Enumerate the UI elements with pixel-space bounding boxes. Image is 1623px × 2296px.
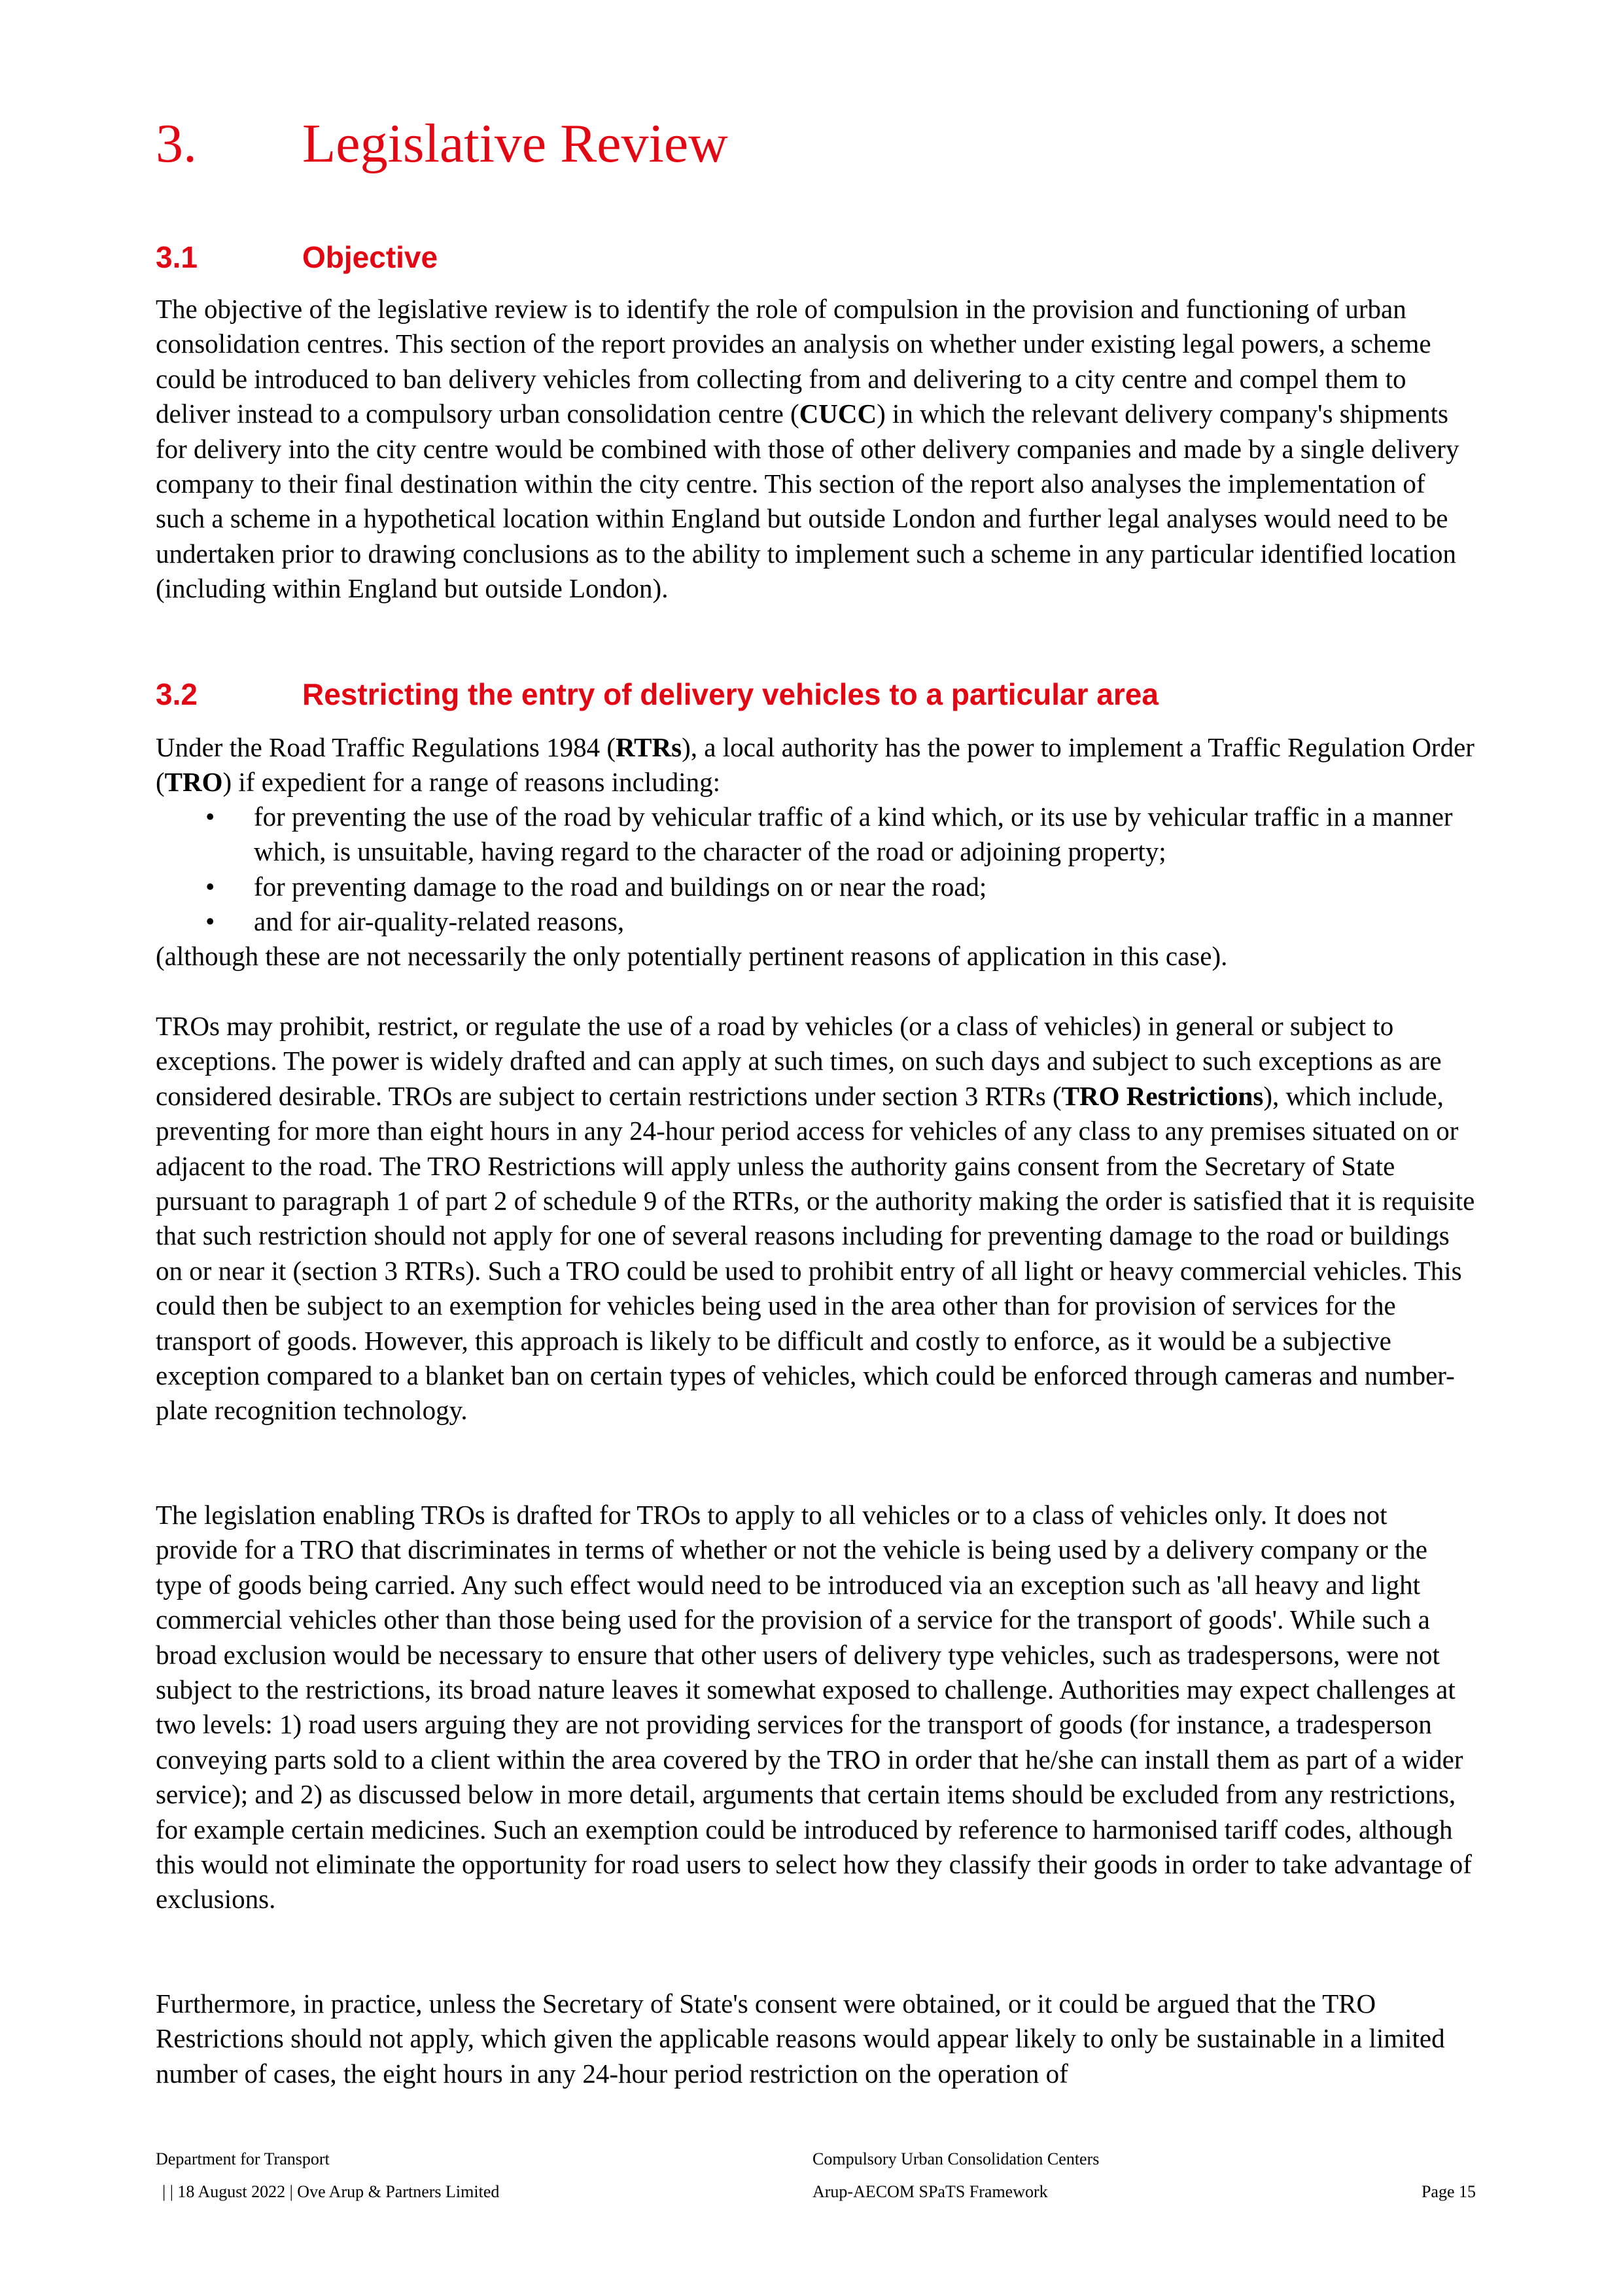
footer-client: Department for Transport — [156, 2149, 330, 2168]
list-item: • and for air-quality-related reasons, — [156, 904, 1476, 939]
reasons-list — [156, 800, 1476, 940]
defined-term: CUCC — [799, 398, 877, 429]
bullet-icon: • — [205, 871, 215, 902]
section-number: 3.2 — [156, 677, 198, 711]
chapter-number: 3. — [156, 113, 197, 174]
footer-date-company: | | 18 August 2022 | Ove Arup & Partners Limited — [162, 2182, 500, 2201]
section-heading-restricting-entry — [156, 677, 1159, 713]
defined-term: TRO Restrictions — [1061, 1080, 1264, 1111]
footer-framework: Arup-AECOM SPaTS Framework — [812, 2182, 1048, 2201]
defined-term: TRO — [164, 767, 223, 798]
list-item: • for preventing damage to the road and buildings on or near the road; — [156, 870, 1476, 904]
reasons-note: (although these are not necessarily the only potentially pertinent reasons of application in this case). — [156, 941, 1228, 971]
objective-paragraph: The objective of the legislative review is to identify the role of compulsion in the provision and functioning of urban consolidation centres. This section of the report provides an analysis on whether under existing legal powers, a scheme could be introduced to ban delivery vehicles from collecting from and delivering to a city centre and compel them to deliver instead to a compulsory urban consolidation centre (CUCC) in which the relevant delivery company's shipments for delivery into the city centre would be combined with those of other delivery companies and made by a single delivery company to their final destination within the city centre. This section of the report also analyses the implementation of such a scheme in a hypothetical location within England but outside London and further legal analyses would need to be undertaken prior to drawing conclusions as to the ability to implement such a scheme in any particular identified location (including within England but outside London). — [156, 294, 1459, 604]
footer-page-number: Page 15 — [1421, 2182, 1476, 2201]
list-item: • for preventing the use of the road by vehicular traffic of a kind which, or its use by vehicular traffic in a manner which, is unsuitable, having regard to the character of the road or adjoining property; — [156, 800, 1476, 870]
footer-report-title: Compulsory Urban Consolidation Centers — [812, 2149, 1100, 2168]
tro-legislation-paragraph: The legislation enabling TROs is drafted for TROs to apply to all vehicles or to a class of vehicles only. It does not provide for a TRO that discriminates in terms of whether or not the vehicle is being used by a delivery company or the type of goods being carried. Any such effect would need to be introduced via an exception such as 'all heavy and light commercial vehicles other than those being used for the provision of a service for the transport of goods'. While such a broad exclusion would be necessary to ensure that other users of delivery type vehicles, such as tradespersons, were not subject to the restrictions, its broad nature leaves it somewhat exposed to challenge. Authorities may expect challenges at two levels: 1) road users arguing they are not providing services for the transport of goods (for instance, a tradesperson conveying parts sold to a client within the area covered by the TRO in order that he/she can install them as part of a wider service); and 2) as discussed below in more detail, arguments that certain items should be excluded from any restrictions, for example certain medicines. Such an exemption could be introduced by reference to harmonised tariff codes, although this would not eliminate the opportunity for road users to select how they classify their goods in order to take advantage of exclusions. — [156, 1500, 1472, 1915]
section-number: 3.1 — [156, 240, 198, 274]
further-paragraph: Furthermore, in practice, unless the Secretary of State's consent were obtained, or it could be argued that the TRO Restrictions should not apply, which given the applicable reasons would appear likely to only be sustainable in a limited number of cases, the eight hours in any 24-hour period restriction on the operation of — [156, 1988, 1445, 2089]
rtr-intro-paragraph: Under the Road Traffic Regulations 1984 (RTRs), a local authority has the power to implement a Traffic Regulation Order (TRO) if expedient for a range of reasons including: — [156, 732, 1475, 798]
section-title: Restricting the entry of delivery vehicles to a particular area — [302, 677, 1159, 711]
defined-term: RTRs — [616, 732, 682, 762]
chapter-title: Legislative Review — [302, 113, 728, 174]
bullet-icon: • — [205, 906, 215, 937]
section-heading-objective — [156, 239, 438, 275]
section-title: Objective — [302, 240, 438, 274]
bullet-icon: • — [205, 802, 215, 832]
tro-paragraph: TROs may prohibit, restrict, or regulate the use of a road by vehicles (or a class of vehicles) in general or subject to exceptions. The power is widely drafted and can apply at such times, on such days and subject to such exceptions as are considered desirable. TROs are subject to certain restrictions under section 3 RTRs (TRO Restrictions), which include, preventing for more than eight hours in any 24-hour period access for vehicles of any class to any premises situated on or adjacent to the road. The TRO Restrictions will apply unless the authority gains consent from the Secretary of State pursuant to paragraph 1 of part 2 of schedule 9 of the RTRs, or the authority making the order is satisfied that it is requisite that such restriction should not apply for one of several reasons including for preventing damage to the road or buildings on or near it (section 3 RTRs). Such a TRO could be used to prohibit entry of all light or heavy commercial vehicles. This could then be subject to an exemption for vehicles being used in the area other than for provision of services for the transport of goods. However, this approach is likely to be difficult and costly to enforce, as it would be a subjective exception compared to a blanket ban on certain types of vehicles, which could be enforced through cameras and number-plate recognition technology. — [156, 1011, 1475, 1426]
chapter-heading — [156, 111, 728, 177]
